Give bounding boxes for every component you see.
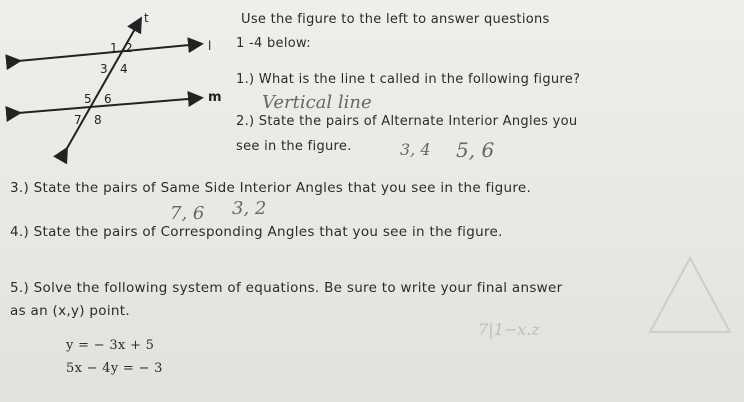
transversal-figure [0,0,240,170]
angle-2: 2 [125,41,133,55]
handwritten-answer-3a: 7, 6 [170,203,205,224]
question-5-line-2: as an (x,y) point. [10,303,130,319]
instructions-line-1: Use the figure to the left to answer questions [241,12,550,27]
label-l: l [208,39,212,53]
handwritten-answer-2a: 3, 4 [400,140,431,159]
question-2-line-2: see in the figure. [236,139,352,154]
question-5-line-1: 5.) Solve the following system of equations. Be sure to write your final answer [10,280,563,296]
equation-2: 5x − 4y = − 3 [66,361,163,376]
angle-6: 6 [104,92,112,106]
instructions-line-2: 1 -4 below: [236,36,311,51]
angle-8: 8 [94,113,102,127]
question-3: 3.) State the pairs of Same Side Interior Angles that you see in the figure. [10,180,532,196]
line-t [66,20,140,150]
angle-3: 3 [100,62,108,76]
question-4: 4.) State the pairs of Corresponding Angles that you see in the figure. [10,224,503,240]
angle-4: 4 [120,62,128,76]
handwritten-answer-3b: 3, 2 [232,198,267,219]
handwritten-answer-1: Vertical line [262,92,372,113]
angle-1: 1 [110,41,118,55]
line-l [18,44,200,61]
bleed-through-text: 7|1−x.z [478,320,540,339]
label-t: t [144,11,149,25]
angle-7: 7 [74,113,82,127]
handwritten-answer-2b: 5, 6 [456,138,495,162]
label-m: m [208,90,222,105]
angle-5: 5 [84,92,92,106]
question-1: 1.) What is the line t called in the following figure? [236,72,581,87]
equation-1: y = − 3x + 5 [66,338,155,353]
question-2-line-1: 2.) State the pairs of Alternate Interior Angles you [236,114,578,129]
